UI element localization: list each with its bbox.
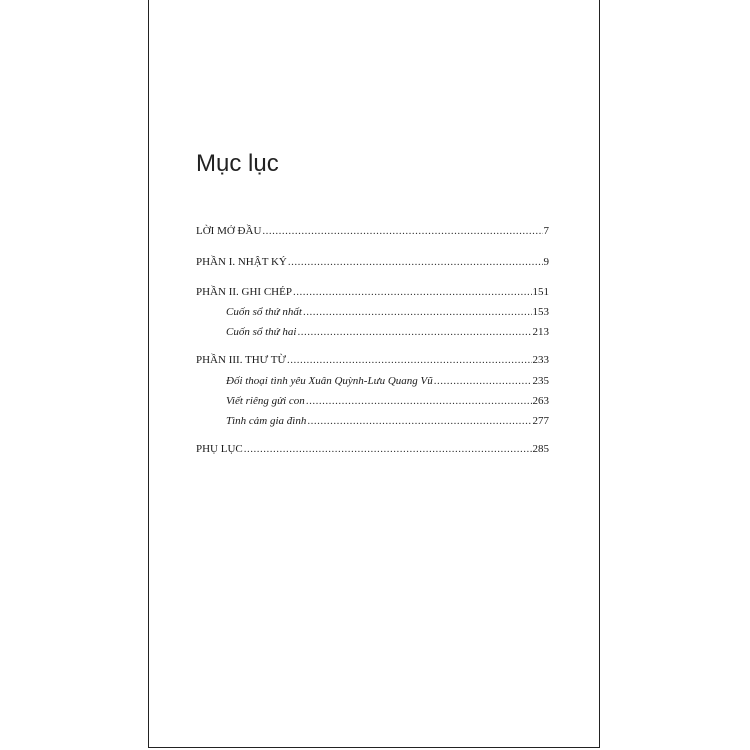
toc-entry-phan-2 (196, 285, 549, 299)
toc-entry-tinh-cam (226, 414, 549, 428)
leader-dots (262, 224, 542, 238)
toc-entry-cuon-so-1 (226, 305, 549, 319)
toc-entry-phu-luc (196, 442, 549, 456)
toc-entry-viet-rieng (226, 394, 549, 408)
toc-entry-label: PHỤ LỤC (196, 443, 243, 455)
toc-entry-label: Viết riêng gửi con (226, 395, 305, 407)
toc-entry-doi-thoai (226, 374, 549, 388)
leader-dots (297, 325, 531, 339)
toc-entry-label: Cuốn sổ thứ hai (226, 326, 297, 338)
toc-entry-page: 9 (543, 256, 549, 268)
toc-entry-label: PHẦN II. GHI CHÉP (196, 286, 292, 298)
leader-dots (244, 442, 532, 456)
toc-entry-loi-mo-dau (196, 224, 549, 238)
leader-dots (434, 374, 532, 388)
leader-dots (303, 305, 532, 319)
toc-entry-page: 151 (532, 286, 549, 298)
toc-entry-label: PHẦN III. THƯ TỪ (196, 354, 286, 366)
toc-entry-label: Tình cảm gia đình (226, 415, 307, 427)
toc-entry-page: 285 (532, 443, 549, 455)
toc-entry-page: 153 (532, 306, 549, 318)
toc-entry-page: 233 (532, 354, 549, 366)
toc-entry-label: PHẦN I. NHẬT KÝ (196, 256, 287, 268)
toc-entry-phan-3 (196, 353, 549, 367)
leader-dots (307, 414, 531, 428)
toc-entry-page: 263 (532, 395, 549, 407)
leader-dots (306, 394, 532, 408)
toc-entry-page: 235 (532, 375, 549, 387)
toc-entry-page: 213 (532, 326, 549, 338)
toc-entry-label: Đối thoại tình yêu Xuân Quỳnh-Lưu Quang Vũ (226, 375, 433, 387)
leader-dots (288, 255, 543, 269)
leader-dots (293, 285, 532, 299)
toc-entry-page: 277 (532, 415, 549, 427)
toc-entry-label: Cuốn sổ thứ nhất (226, 306, 302, 318)
toc-entry-page: 7 (543, 225, 549, 237)
toc-entry-phan-1 (196, 255, 549, 269)
toc-entry-cuon-so-2 (226, 325, 549, 339)
page-title: Mục lục (196, 150, 279, 177)
toc-entry-label: LỜI MỞ ĐẦU (196, 225, 262, 237)
book-page (148, 0, 600, 748)
leader-dots (287, 353, 532, 367)
